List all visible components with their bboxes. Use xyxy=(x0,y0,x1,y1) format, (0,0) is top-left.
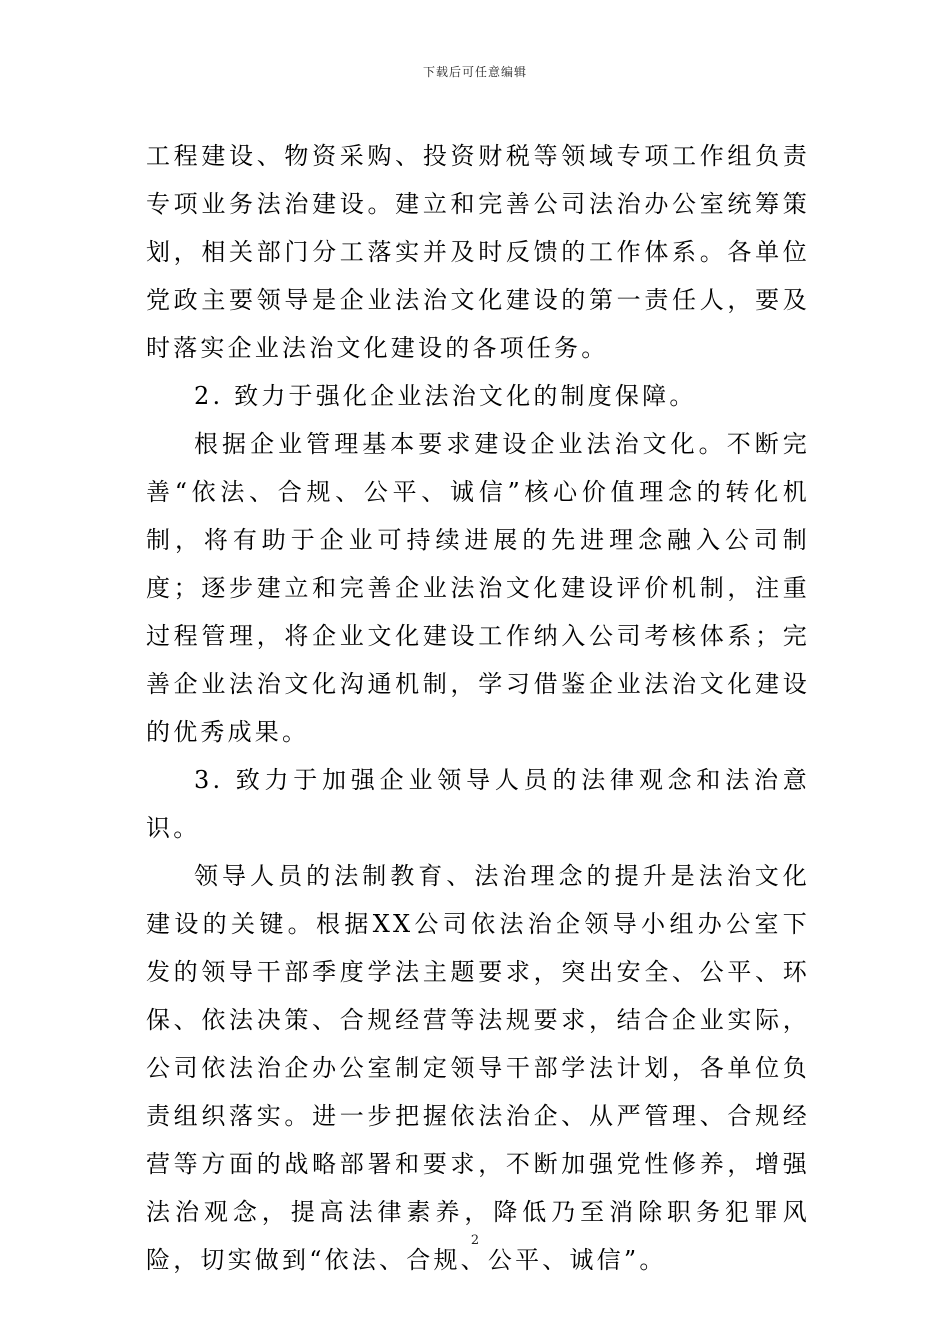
section-heading-2: 2. 致力于强化企业法治文化的制度保障。 xyxy=(194,382,697,410)
paragraph-leadership-awareness: 领导人员的法制教育、法治理念的提升是法治文化建设的关键。根据XX公司依法治企领导小组办公室下发的领导干部季度学法主题要求，突出安全、公平、环保、依法决策、合规经营等法规要求，结合企业实际，公司依法治企办公室制定领导干部学法计划，各单位负责组织落实。进一步把握依法治企、从严管理、合规经营等方面的战略部署和要求，不断加强党性修养，增强法治观念，提高法律素养，降低乃至消除职务犯罪风险，切实做到“依法、合规、公平、诚信”。 xyxy=(146,862,810,1274)
paragraph-institutional-guarantee: 根据企业管理基本要求建设企业法治文化。不断完善“依法、合规、公平、诚信”核心价值理念的转化机制，将有助于企业可持续进展的先进理念融入公司制度；逐步建立和完善企业法治文化建设评价机制，注重过程管理，将企业文化建设工作纳入公司考核体系；完善企业法治文化沟通机制，学习借鉴企业法治文化建设的优秀成果。 xyxy=(146,430,810,746)
page-header: 下载后可任意编辑 xyxy=(422,65,527,79)
page-number: 2 xyxy=(470,1233,480,1248)
document-body xyxy=(146,132,810,1284)
paragraph-continuation: 工程建设、物资采购、投资财税等领域专项工作组负责专项业务法治建设。建立和完善公司法治办公室统筹策划，相关部门分工落实并及时反馈的工作体系。各单位党政主要领导是企业法治文化建设的第一责任人，要及时落实企业法治文化建设的各项任务。 xyxy=(146,142,810,362)
section-heading-3: 3. 致力于加强企业领导人员的法律观念和法治意识。 xyxy=(146,766,810,842)
